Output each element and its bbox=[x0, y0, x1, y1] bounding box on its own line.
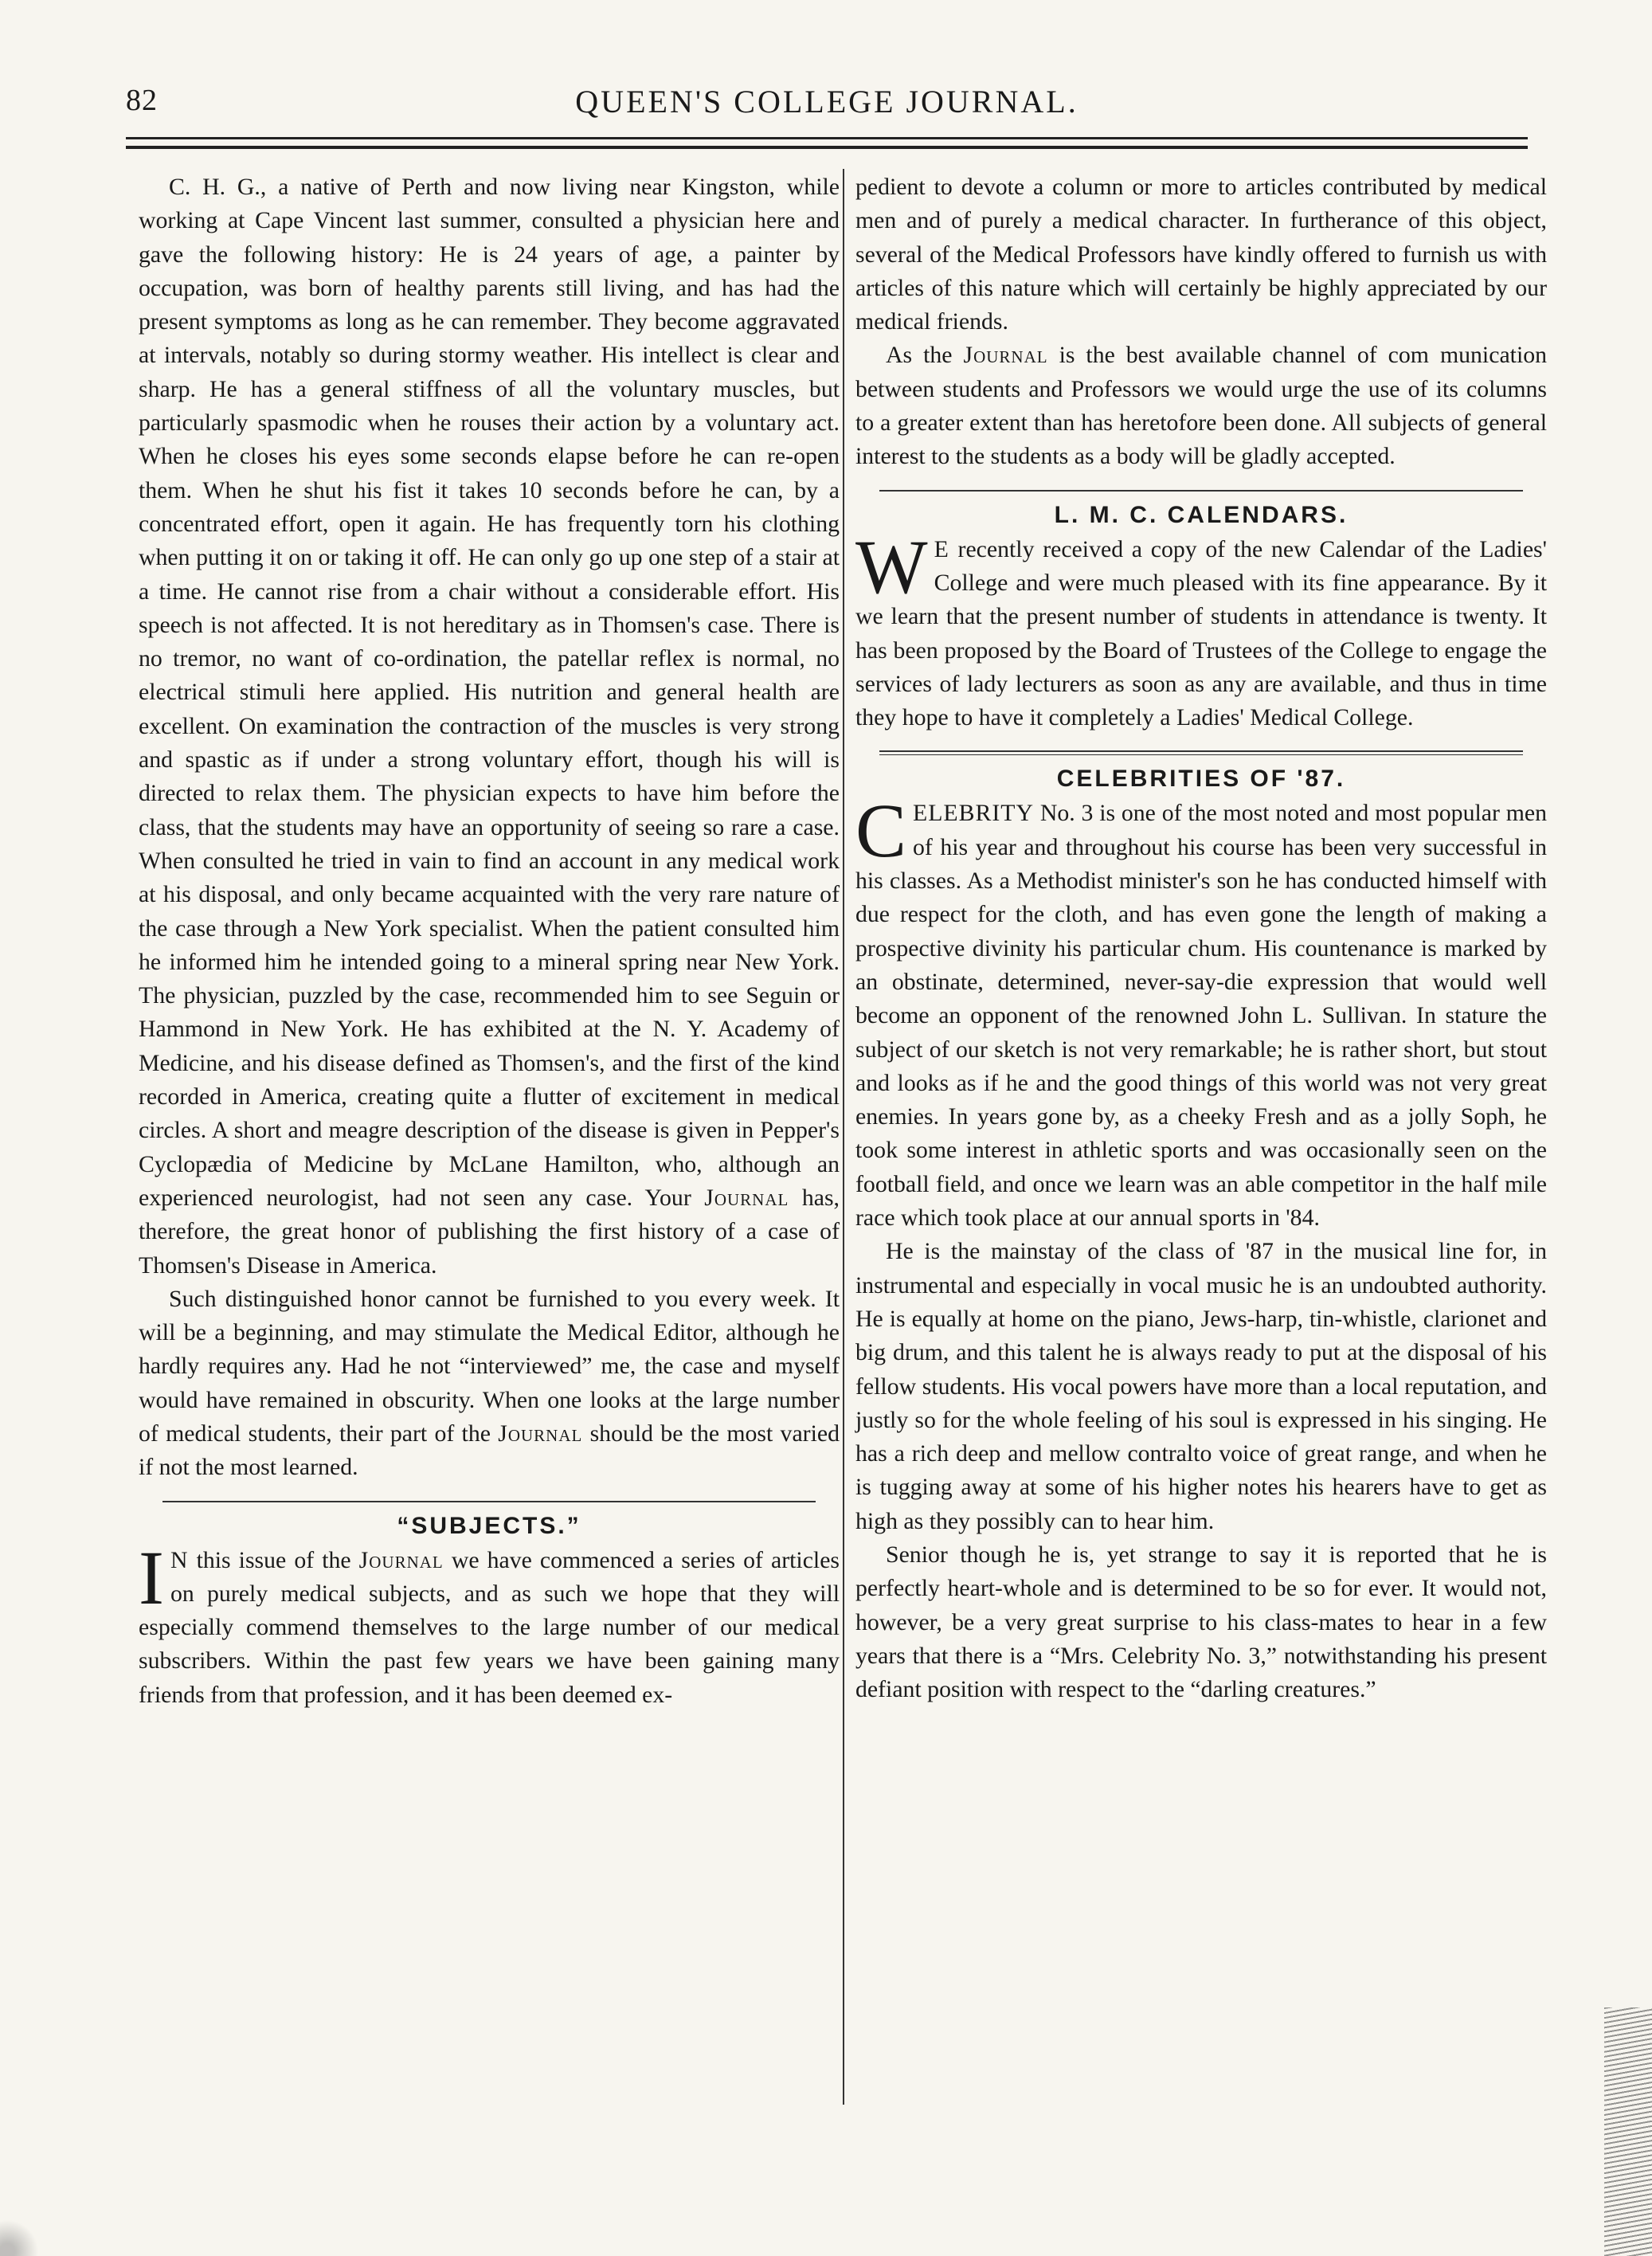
celebrities-text-1: No. 3 is one of the most noted and most popular men of his year and throughout his course has been very successful in his classes. As a Methodist minister's son he has conducted himself with due respect for the cloth, and has even gone the length of making a prospective divinity his particular chum. His countenance is marked by an obstinate, determined, never-say-die expression that would well become an opponent of the renowned John L. Sullivan. In stature the subject of our sketch is not very remarkable; he is rather short, but stout and looks as if he and the good things of this world was not very great enemies. In years gone by, as a cheeky Fresh and as a jolly Soph, he took some interest in athletic sports and was occasionally seen on the football field, and once we learn was an able competitor in the half mile race which took place at our annual sports in '84. bbox=[855, 800, 1547, 1232]
celebrities-paragraph-3: Senior though he is, yet strange to say it is reported that he is perfectly heart-whole and is determined to be so for ever. It would not, however, be a very great surprise to his class-mates to hear in a few years that there is a “Mrs. Celebrity No. 3,” notwithstanding his present defiant position with respect to the “darling creatures.” bbox=[855, 1541, 1547, 1703]
case-report-2-text-end: should be the most varied if not the most learned. bbox=[139, 1420, 840, 1481]
journal-word: Journal bbox=[498, 1420, 583, 1447]
left-column bbox=[139, 170, 840, 1712]
celebrities-paragraph-1 bbox=[855, 788, 1547, 1235]
section-divider bbox=[879, 490, 1523, 492]
journal-word: Journal bbox=[963, 342, 1048, 369]
calendars-heading: L. M. C. CALENDARS. bbox=[1054, 501, 1349, 528]
journal-word: Journal bbox=[704, 1184, 789, 1211]
drop-cap: W bbox=[855, 523, 928, 609]
calendars-paragraph bbox=[855, 523, 1548, 735]
case-report-2-text: Such distinguished honor cannot be furnished to you every week. It will be a beginning, and may stimulate the Medical Editor, although he hardly requires any. Had he not “interviewed” me, the case and myself would have remained in obscurity. When one looks at the large number of medical students, their part of the bbox=[139, 1285, 840, 1447]
page-header bbox=[126, 83, 1528, 131]
calendars-text: recently received a copy of the new Calendar of the Ladies' College and were much pleased with its fine appearance. By it we learn that the present number of students in attendance is twenty. It has been proposed by the Board of Trustees of the College to engage the services of lady lecturers as soon as any are available, and thus in time they hope to have it completely a Ladies' Medical College. bbox=[855, 535, 1548, 731]
subjects-text-cont: we have commenced a series of articles on purely medical subjects, and as such we hope that they will especially commend themselves to the large number of our medical subscribers. Within the past few years we have been gaining many friends from that profession, and it has been deemed ex- bbox=[139, 1546, 840, 1708]
case-report-paragraph bbox=[139, 170, 840, 1283]
case-report-text-end: has, therefore, the great honor of publishing the first history of a case of Thomsen's Disease in America. bbox=[139, 1184, 840, 1279]
scan-corner-mark bbox=[0, 2208, 72, 2256]
drop-cap: I bbox=[139, 1534, 164, 1620]
scan-edge-mark bbox=[1604, 2007, 1652, 2256]
section-divider bbox=[162, 1501, 816, 1502]
celebrities-paragraph-2: He is the mainstay of the class of '87 in the musical line for, in instrumental and especially in vocal music he is an undoubted authority. He is equally at home on the piano, Jews-harp, tin-whistle, clarionet and big drum, and this talent he is always ready to put at the disposal of his fellow students. His vocal powers have more than a local reputation, and justly so for the whole feeling of his soul is expressed in his singing. He has a rich deep and mellow contralto voice of great range, and when he is tugging away at some of his higher notes his hearers have to get as high as they possibly can to hear him. bbox=[855, 1238, 1547, 1534]
drop-cap-lead: E bbox=[934, 535, 949, 562]
drop-cap: C bbox=[855, 788, 907, 874]
journal-word: Journal bbox=[358, 1546, 444, 1573]
header-rule-secondary bbox=[126, 147, 1528, 149]
subjects-p2-text-end: is the best available channel of com munication between students and Professors we would urge the use of its columns to a greater extent than has heretofore been done. All subjects of general interest to the students as a body will be gladly accepted. bbox=[855, 342, 1548, 470]
right-column bbox=[855, 170, 1547, 1706]
drop-cap-lead: N bbox=[170, 1546, 189, 1573]
celebrities-heading: CELEBRITIES OF '87. bbox=[1056, 766, 1346, 793]
drop-cap-lead: ELEBRITY bbox=[913, 800, 1035, 827]
journal-title: QUEEN'S COLLEGE JOURNAL. bbox=[575, 84, 1078, 119]
subjects-paragraph bbox=[139, 1534, 840, 1712]
subjects-text: this issue of the bbox=[196, 1546, 351, 1573]
page-number: 82 bbox=[126, 84, 158, 117]
subjects-heading: “SUBJECTS.” bbox=[397, 1512, 581, 1539]
column-divider bbox=[843, 169, 844, 2105]
subjects-p2-text: As the bbox=[886, 342, 953, 369]
case-report-text: C. H. G., a native of Perth and now living near Kingston, while working at Cape Vincent last summer, consulted a physician here and gave the following history: He is 24 years of age, a painter by occupation, was born of healthy parents still living, and has had the present symptoms as long as he can remember. They become aggravated at intervals, notably so during stormy weather. His intellect is clear and sharp. He has a general stiffness of all the voluntary muscles, but particularly spasmodic when he rouses their action by a voluntary act. When he closes his eyes some seconds elapse before he can re-open them. When he shut his fist it takes 10 seconds before he can, by a concentrated effort, open it again. He has frequently torn his clothing when putting it on or taking it off. He can only go up one step of a stair at a time. He cannot rise from a chair without a considerable effort. His speech is not affected. It is not hereditary as in Thomsen's case. There is no tremor, no want of co-ordination, the patellar reflex is normal, no electrical stimuli here applied. His nutrition and general health are excellent. On examination the contraction of the muscles is very strong and spastic as if under a strong voluntary effort, though his will is directed to relax them. The physician expects to have him before the class, that the students may have an opportunity of seeing so rare a case. When consulted he tried in vain to find an account in any medical work at his disposal, and only became acquainted with the very rare nature of the case through a New York specialist. When the patient consulted him he informed him he intended going to a mineral spring near New York. The physician, puzzled by the case, recommended him to see Seguin or Hammond in New York. He has exhibited at the N. Y. Academy of Medicine, and his disease defined as Thomsen's, and the first of the kind recorded in America, creating quite a flutter of excitement in medical circles. A short and meagre description of the disease is given in Pepper's Cyclopædia of Medicine by McLane Hamilton, who, although an experienced neurologist, had not seen any case. Your bbox=[139, 174, 840, 1211]
subjects-paragraph-2 bbox=[855, 339, 1547, 473]
subjects-continued-paragraph: pedient to devote a column or more to articles contributed by medical men and of purely a medical character. In furtherance of this object, several of the Medical Professors have kindly offered to furnish us with articles of this nature which will certainly be highly appreciated by our medical friends. bbox=[855, 174, 1547, 335]
case-report-paragraph-2 bbox=[139, 1283, 840, 1485]
section-divider-double bbox=[879, 750, 1523, 755]
